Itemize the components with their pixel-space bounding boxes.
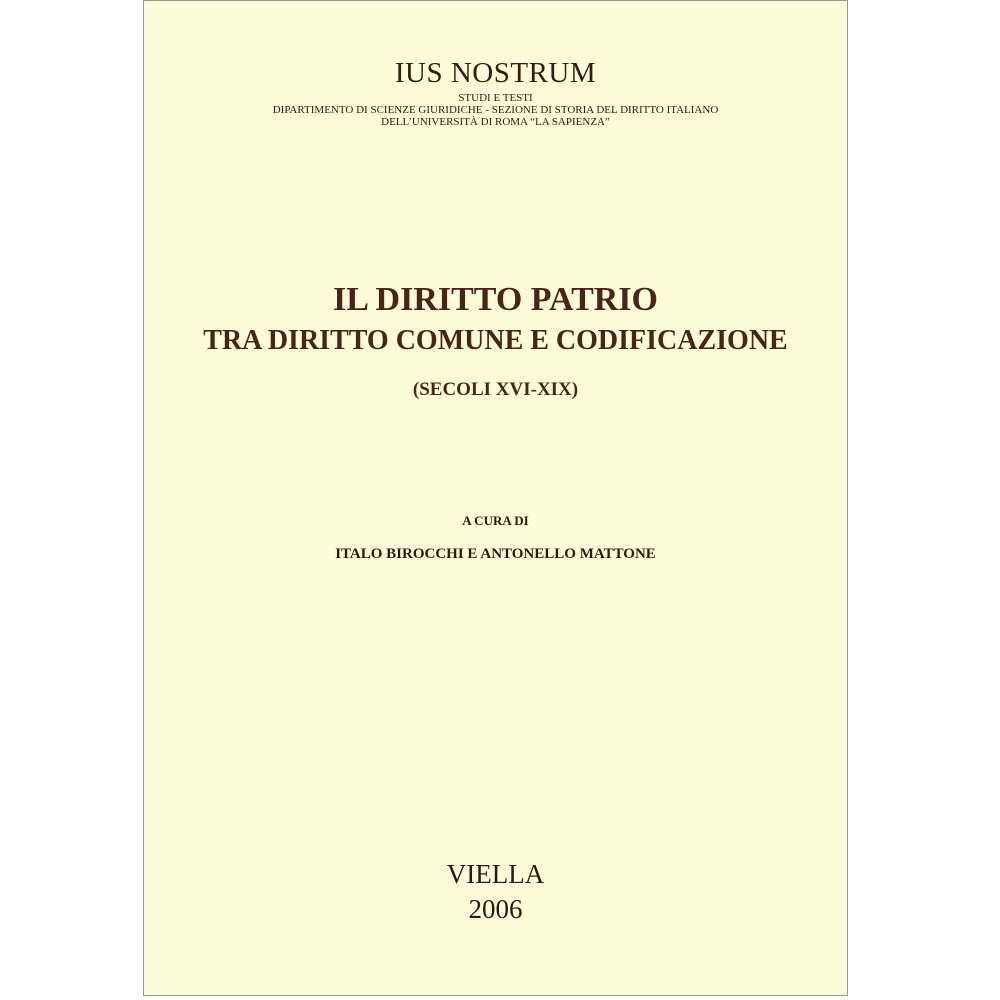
editors-names: ITALO BIROCCHI E ANTONELLO MATTONE bbox=[335, 546, 656, 562]
book-title: IL DIRITTO PATRIO bbox=[333, 281, 658, 318]
book-subtitle: TRA DIRITTO COMUNE E CODIFICAZIONE bbox=[203, 325, 788, 356]
publisher-name: VIELLA bbox=[446, 859, 545, 889]
university-line: DELL’UNIVERSITÀ DI ROMA “LA SAPIENZA” bbox=[381, 116, 610, 128]
editors-label: A CURA DI bbox=[462, 513, 529, 528]
series-title: IUS NOSTRUM bbox=[394, 57, 597, 89]
series-subtitle: STUDI E TESTI bbox=[458, 92, 533, 104]
book-period: (SECOLI XVI-XIX) bbox=[412, 379, 579, 400]
book-cover bbox=[143, 0, 848, 996]
department-line: DIPARTIMENTO DI SCIENZE GIURIDICHE - SEZIONE DI STORIA DEL DIRITTO ITALIANO bbox=[272, 104, 719, 116]
publication-year: 2006 bbox=[468, 894, 523, 924]
